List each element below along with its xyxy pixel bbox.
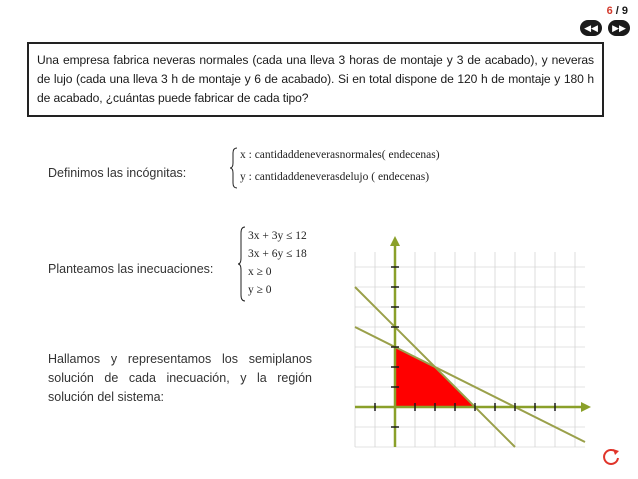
explanation-text: Hallamos y representamos los semiplanos solución de cada inecuación, y la región solución del sistema: bbox=[48, 352, 312, 404]
y-axis-arrow-icon bbox=[390, 236, 400, 246]
page-indicator bbox=[607, 5, 628, 17]
unknowns-label: Definimos las incógnitas: bbox=[48, 166, 187, 180]
page-separator: / bbox=[612, 5, 622, 17]
inequalities-system bbox=[238, 226, 338, 302]
current-page: 6 bbox=[606, 5, 613, 17]
reload-icon[interactable] bbox=[600, 446, 622, 468]
previous-slide-button[interactable]: ◀◀ bbox=[580, 20, 602, 36]
inequality-2: 3x + 6y ≤ 18 bbox=[248, 248, 307, 260]
y-definition: y : cantidaddeneverasdelujo ( endecenas) bbox=[240, 171, 430, 183]
constraint-line-2 bbox=[355, 327, 585, 442]
unknowns-system bbox=[230, 147, 470, 189]
grid bbox=[355, 252, 585, 447]
inequalities-label: Planteamos las inecuaciones: bbox=[48, 262, 214, 276]
inequality-1: 3x + 3y ≤ 12 bbox=[248, 230, 307, 242]
problem-text: Una empresa fabrica neveras normales (cada una lleva 3 horas de montaje y 3 de acabado), y neveras de lujo (cada una lleva 3 h de montaje y 6 de acabado). Si en total dispone de 120 h de montaje y 180 h de acabado, ¿cuántas puede fabricar de cada tipo? bbox=[37, 53, 594, 105]
inequality-3: x ≥ 0 bbox=[248, 266, 272, 278]
brace-icon bbox=[230, 147, 238, 189]
problem-statement-box bbox=[27, 42, 604, 117]
feasible-region-graph bbox=[345, 232, 595, 462]
total-pages: 9 bbox=[621, 5, 628, 17]
x-definition: x : cantidaddeneverasnormales( endecenas) bbox=[240, 149, 440, 161]
x-axis-arrow-icon bbox=[581, 402, 591, 412]
next-slide-button[interactable]: ▶▶ bbox=[608, 20, 630, 36]
navigation-buttons bbox=[580, 20, 630, 36]
brace-icon bbox=[238, 226, 246, 302]
inequality-4: y ≥ 0 bbox=[248, 284, 272, 296]
